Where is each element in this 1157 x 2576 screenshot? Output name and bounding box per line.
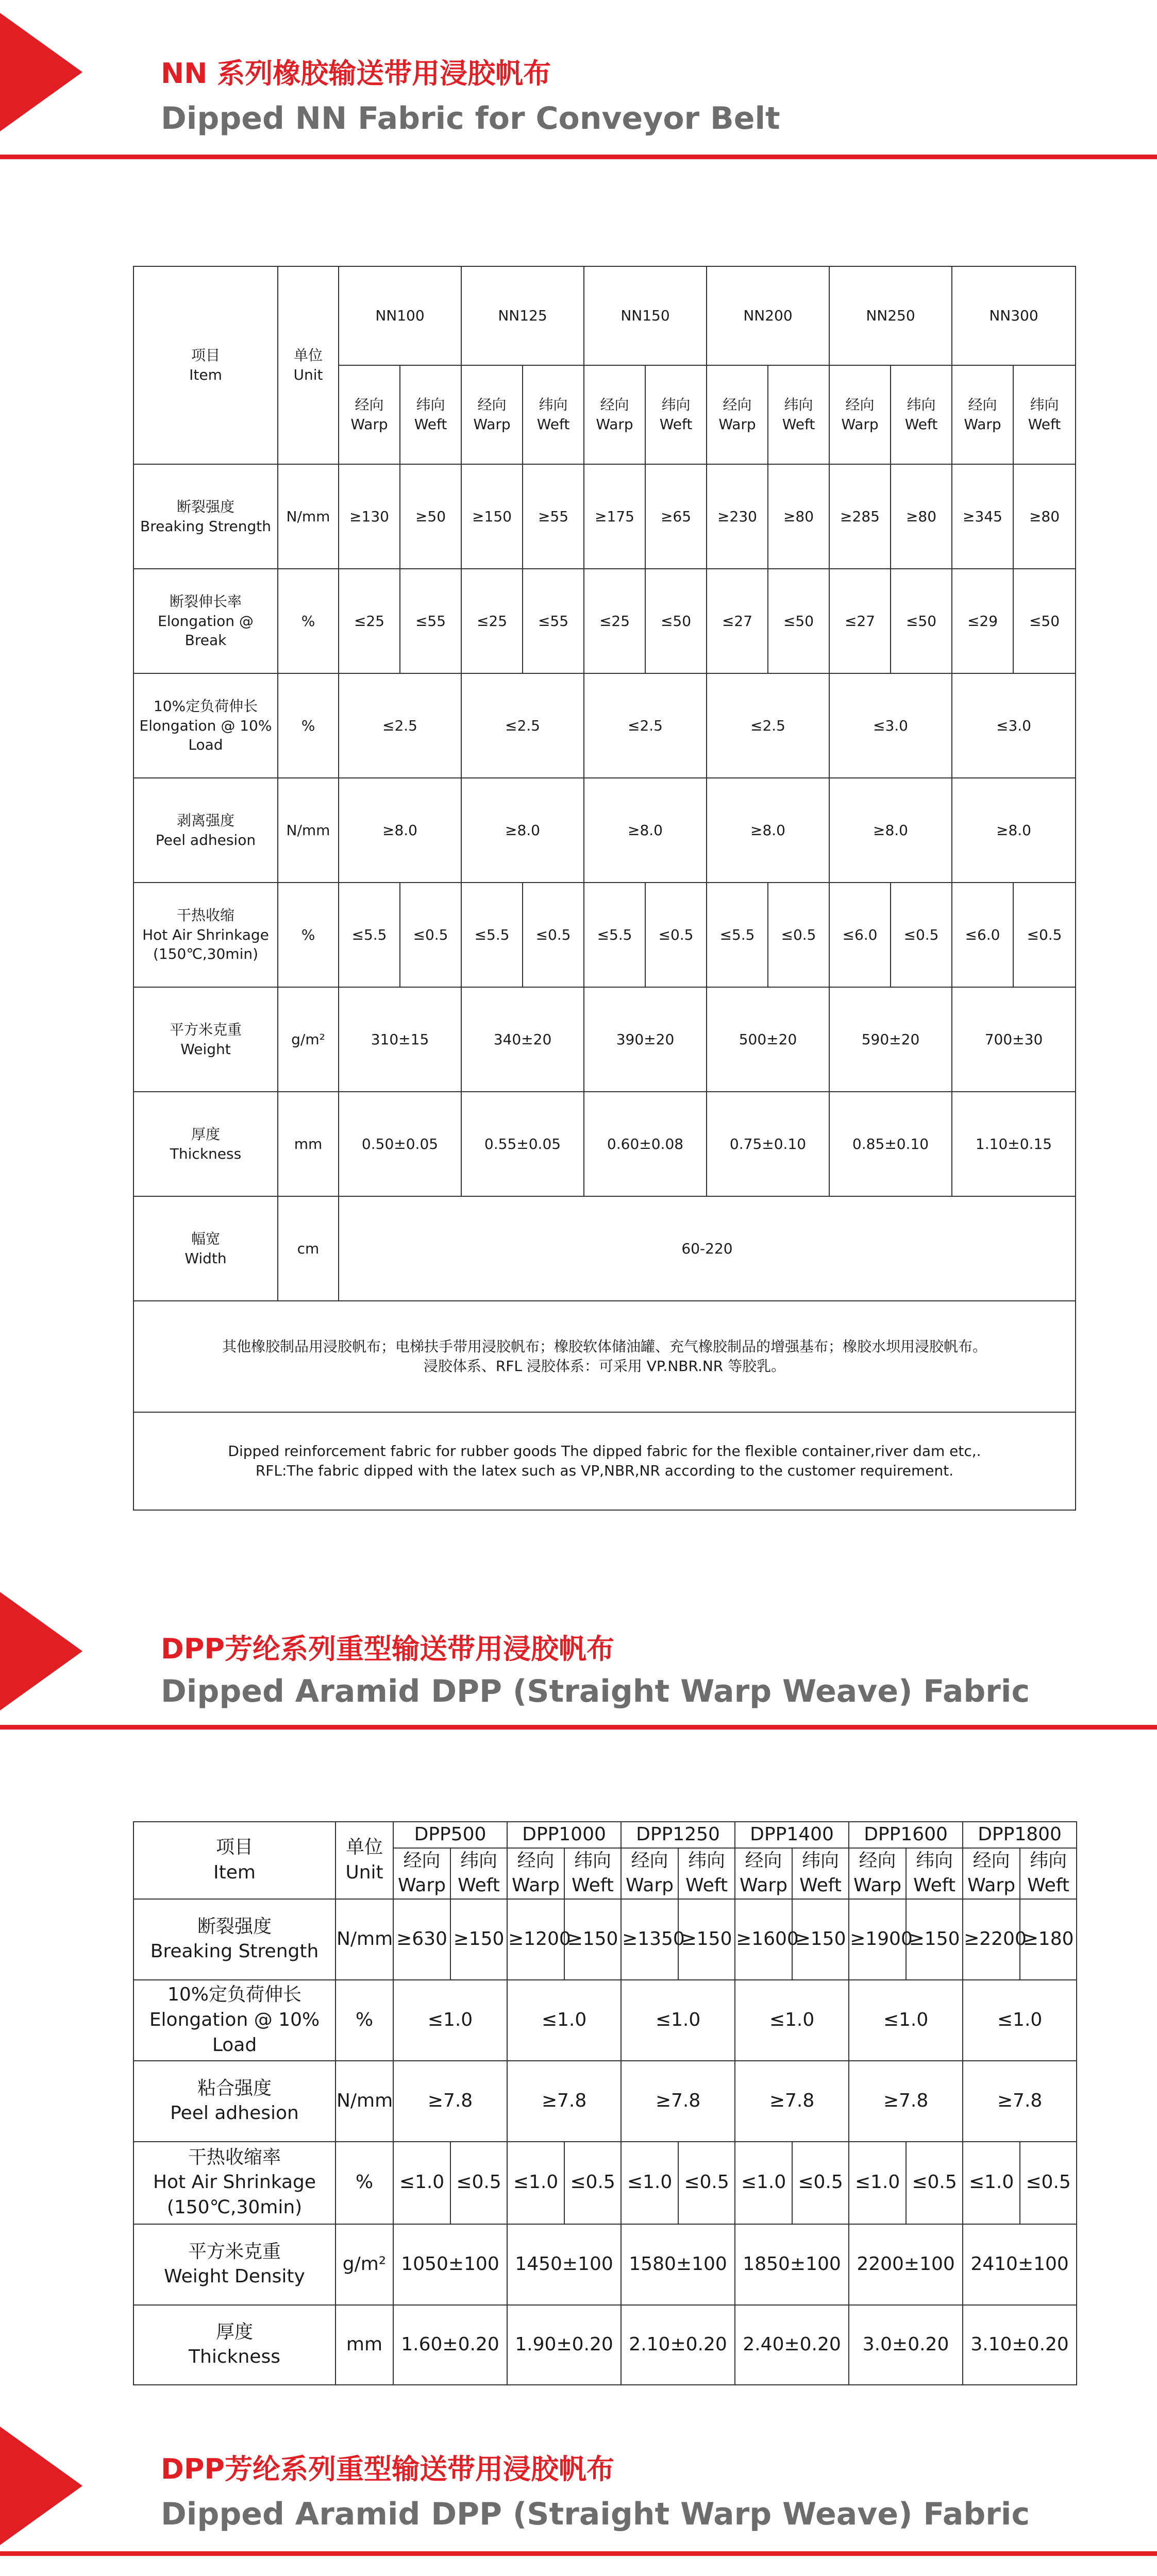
row-label: 10%定负荷伸长 Elongation @ 10% Load — [133, 673, 278, 778]
weft-header: 纬向 Weft — [523, 365, 584, 464]
row-unit: % — [278, 569, 339, 673]
value-cell: 590±20 — [829, 987, 952, 1092]
value-cell: 0.85±0.10 — [829, 1092, 952, 1196]
value-cell: ≥8.0 — [707, 778, 829, 883]
value-cell: 2410±100 — [963, 2224, 1077, 2305]
value-cell: ≤1.0 — [507, 2142, 564, 2224]
model-header: NN300 — [952, 266, 1076, 365]
value-cell: ≥8.0 — [952, 778, 1076, 883]
value-cell: 0.55±0.05 — [461, 1092, 584, 1196]
value-cell: ≤1.0 — [621, 2142, 678, 2224]
weft-header: 纬向 Weft — [1013, 365, 1076, 464]
value-cell: 0.50±0.05 — [339, 1092, 461, 1196]
value-cell: ≥175 — [584, 464, 645, 569]
value-cell: ≥8.0 — [461, 778, 584, 883]
row-label: 10%定负荷伸长 Elongation @ 10% Load — [133, 1980, 336, 2061]
model-header: DPP1400 — [735, 1822, 849, 1848]
value-cell: ≤1.0 — [963, 1980, 1077, 2061]
value-cell: ≥230 — [707, 464, 768, 569]
model-header: NN125 — [461, 266, 584, 365]
section1-title-en: Dipped NN Fabric for Conveyor Belt — [161, 100, 780, 137]
unit-header: 单位 Unit — [278, 266, 339, 464]
value-cell: ≤27 — [829, 569, 891, 673]
model-header: DPP1800 — [963, 1822, 1077, 1848]
model-header: NN200 — [707, 266, 829, 365]
value-cell: ≤1.0 — [849, 1980, 963, 2061]
weft-header: 纬向 Weft — [678, 1848, 735, 1899]
breaking-strength-row — [133, 1899, 1077, 1980]
value-cell: 1850±100 — [735, 2224, 849, 2305]
value-cell: ≤2.5 — [707, 673, 829, 778]
value-cell: ≤2.5 — [339, 673, 461, 778]
value-cell: ≤2.5 — [461, 673, 584, 778]
value-cell: ≥180 — [1020, 1899, 1077, 1980]
value-cell: ≤1.0 — [621, 1980, 735, 2061]
section2-title-cn: DPP芳纶系列重型输送带用浸胶帆布 — [161, 1633, 614, 1665]
value-cell: ≥7.8 — [507, 2061, 621, 2142]
row-unit: % — [336, 1980, 393, 2061]
shrinkage-row — [133, 883, 1076, 987]
value-cell: ≥7.8 — [963, 2061, 1077, 2142]
note-cn: 其他橡胶制品用浸胶帆布；电梯扶手带用浸胶帆布；橡胶软体储油罐、充气橡胶制品的增强基布；橡胶水坝用浸胶帆布。 浸胶体系、RFL 浸胶体系：可采用 VP.NBR.NR 等胶乳。 — [133, 1301, 1076, 1412]
value-cell: 1050±100 — [393, 2224, 507, 2305]
note-en: Dipped reinforcement fabric for rubber goods The dipped fabric for the flexible container,river dam etc,. RFL:The fabric dipped with the latex such as VP,NBR,NR according to the customer requirement. — [133, 1412, 1076, 1510]
value-cell: ≥8.0 — [829, 778, 952, 883]
weft-header: 纬向 Weft — [1020, 1848, 1077, 1899]
note-en-row — [133, 1412, 1076, 1510]
row-label: 平方米克重 Weight Density — [133, 2224, 336, 2305]
value-cell: ≤50 — [645, 569, 707, 673]
warp-header: 经向 Warp — [393, 1848, 450, 1899]
value-cell: ≤0.5 — [678, 2142, 735, 2224]
value-cell: 1580±100 — [621, 2224, 735, 2305]
item-header: 项目 Item — [133, 266, 278, 464]
value-cell: ≤1.0 — [963, 2142, 1020, 2224]
value-cell: ≤6.0 — [952, 883, 1013, 987]
value-cell: 700±30 — [952, 987, 1076, 1092]
thickness-row — [133, 2305, 1077, 2385]
value-cell: 2.40±0.20 — [735, 2305, 849, 2385]
value-cell: ≥150 — [906, 1899, 963, 1980]
value-cell: ≤3.0 — [829, 673, 952, 778]
value-cell: ≤0.5 — [792, 2142, 849, 2224]
value-cell: ≥1600 — [735, 1899, 792, 1980]
section3-title-cn: DPP芳纶系列重型输送带用浸胶帆布 — [161, 2453, 614, 2485]
value-cell: ≥8.0 — [339, 778, 461, 883]
value-cell: ≤1.0 — [735, 1980, 849, 2061]
value-cell: ≥150 — [461, 464, 523, 569]
row-label: 干热收缩率 Hot Air Shrinkage (150℃,30min) — [133, 2142, 336, 2224]
value-cell: 3.10±0.20 — [963, 2305, 1077, 2385]
value-cell: 340±20 — [461, 987, 584, 1092]
weft-header: 纬向 Weft — [450, 1848, 507, 1899]
row-label: 干热收缩 Hot Air Shrinkage (150℃,30min) — [133, 883, 278, 987]
value-cell: ≤0.5 — [564, 2142, 621, 2224]
value-cell: ≤0.5 — [906, 2142, 963, 2224]
value-cell: ≤6.0 — [829, 883, 891, 987]
model-header: DPP500 — [393, 1822, 507, 1848]
warp-header: 经向 Warp — [621, 1848, 678, 1899]
value-cell: ≤0.5 — [645, 883, 707, 987]
value-cell: ≥1200 — [507, 1899, 564, 1980]
value-cell: ≤1.0 — [507, 1980, 621, 2061]
weft-header: 纬向 Weft — [400, 365, 461, 464]
value-cell: 3.0±0.20 — [849, 2305, 963, 2385]
warp-header: 经向 Warp — [829, 365, 891, 464]
elongation-break-row — [133, 569, 1076, 673]
weft-header: 纬向 Weft — [564, 1848, 621, 1899]
weft-header: 纬向 Weft — [645, 365, 707, 464]
peel-adhesion-row — [133, 2061, 1077, 2142]
row-unit: N/mm — [336, 2061, 393, 2142]
value-cell: ≤0.5 — [1013, 883, 1076, 987]
value-cell: ≤25 — [584, 569, 645, 673]
value-cell: ≥55 — [523, 464, 584, 569]
value-cell: 2.10±0.20 — [621, 2305, 735, 2385]
value-cell: ≤1.0 — [735, 2142, 792, 2224]
value-cell: ≤1.0 — [393, 2142, 450, 2224]
section3-title-en: Dipped Aramid DPP (Straight Warp Weave) Fabric — [161, 2496, 1030, 2532]
thickness-row — [133, 1092, 1076, 1196]
width-row — [133, 1196, 1076, 1301]
value-cell: 390±20 — [584, 987, 707, 1092]
value-cell: ≥2200 — [963, 1899, 1020, 1980]
value-cell: ≤0.5 — [400, 883, 461, 987]
value-cell: ≥1900 — [849, 1899, 906, 1980]
weft-header: 纬向 Weft — [906, 1848, 963, 1899]
value-cell: ≥80 — [891, 464, 952, 569]
value-cell: ≤27 — [707, 569, 768, 673]
value-cell: 1.10±0.15 — [952, 1092, 1076, 1196]
row-label: 平方米克重 Weight — [133, 987, 278, 1092]
value-cell: ≥630 — [393, 1899, 450, 1980]
value-cell: 2200±100 — [849, 2224, 963, 2305]
row-unit: g/m² — [336, 2224, 393, 2305]
model-header: DPP1600 — [849, 1822, 963, 1848]
row-label: 断裂伸长率 Elongation @ Break — [133, 569, 278, 673]
row-unit: % — [336, 2142, 393, 2224]
model-header: NN250 — [829, 266, 952, 365]
value-cell: ≥130 — [339, 464, 400, 569]
model-header: NN150 — [584, 266, 707, 365]
value-cell: ≥7.8 — [735, 2061, 849, 2142]
value-cell: ≤0.5 — [768, 883, 829, 987]
section3-divider — [0, 2551, 1157, 2556]
value-cell: 1450±100 — [507, 2224, 621, 2305]
value-cell: 1.90±0.20 — [507, 2305, 621, 2385]
value-cell: 1.60±0.20 — [393, 2305, 507, 2385]
table-header-row — [133, 1822, 1077, 1848]
red-triangle-marker — [0, 1592, 82, 1710]
value-cell: ≥7.8 — [393, 2061, 507, 2142]
value-cell: ≤50 — [768, 569, 829, 673]
value-cell: ≥8.0 — [584, 778, 707, 883]
section1-divider — [0, 155, 1157, 159]
value-cell: ≤0.5 — [450, 2142, 507, 2224]
value-cell: ≤55 — [523, 569, 584, 673]
row-unit: N/mm — [278, 464, 339, 569]
value-cell: ≥7.8 — [849, 2061, 963, 2142]
value-cell: ≥80 — [768, 464, 829, 569]
row-label: 厚度 Thickness — [133, 2305, 336, 2385]
row-unit: % — [278, 673, 339, 778]
value-cell: ≥150 — [678, 1899, 735, 1980]
elongation-10-row — [133, 1980, 1077, 2061]
value-cell: ≥345 — [952, 464, 1013, 569]
weft-header: 纬向 Weft — [891, 365, 952, 464]
value-cell: 310±15 — [339, 987, 461, 1092]
shrinkage-row — [133, 2142, 1077, 2224]
value-cell: ≤29 — [952, 569, 1013, 673]
value-cell: ≥285 — [829, 464, 891, 569]
value-cell: ≥50 — [400, 464, 461, 569]
value-cell: ≤1.0 — [393, 1980, 507, 2061]
section2-title-en: Dipped Aramid DPP (Straight Warp Weave) Fabric — [161, 1673, 1030, 1709]
row-unit: mm — [336, 2305, 393, 2385]
value-cell: ≤0.5 — [1020, 2142, 1077, 2224]
warp-header: 经向 Warp — [707, 365, 768, 464]
warp-header: 经向 Warp — [461, 365, 523, 464]
warp-header: 经向 Warp — [849, 1848, 906, 1899]
value-cell: 0.60±0.08 — [584, 1092, 707, 1196]
value-cell: ≤5.5 — [461, 883, 523, 987]
dpp-spec-table-1 — [133, 1821, 1077, 2385]
value-cell: ≤5.5 — [339, 883, 400, 987]
row-label: 厚度 Thickness — [133, 1092, 278, 1196]
warp-header: 经向 Warp — [584, 365, 645, 464]
model-header: NN100 — [339, 266, 461, 365]
value-cell: ≥1350 — [621, 1899, 678, 1980]
weft-header: 纬向 Weft — [792, 1848, 849, 1899]
value-cell: ≥65 — [645, 464, 707, 569]
value-cell: 60-220 — [339, 1196, 1076, 1301]
model-header: DPP1250 — [621, 1822, 735, 1848]
value-cell: 500±20 — [707, 987, 829, 1092]
warp-header: 经向 Warp — [735, 1848, 792, 1899]
breaking-strength-row — [133, 464, 1076, 569]
value-cell: ≤25 — [339, 569, 400, 673]
unit-header: 单位 Unit — [336, 1822, 393, 1899]
row-label: 粘合强度 Peel adhesion — [133, 2061, 336, 2142]
red-triangle-marker — [0, 2427, 82, 2545]
weight-row — [133, 2224, 1077, 2305]
elongation-10-row — [133, 673, 1076, 778]
value-cell: ≤50 — [1013, 569, 1076, 673]
warp-header: 经向 Warp — [339, 365, 400, 464]
row-unit: cm — [278, 1196, 339, 1301]
red-triangle-marker — [0, 13, 82, 131]
value-cell: ≤5.5 — [584, 883, 645, 987]
value-cell: ≤1.0 — [849, 2142, 906, 2224]
warp-header: 经向 Warp — [963, 1848, 1020, 1899]
table-header-row — [133, 266, 1076, 365]
value-cell: ≤55 — [400, 569, 461, 673]
row-label: 幅宽 Width — [133, 1196, 278, 1301]
value-cell: ≤0.5 — [523, 883, 584, 987]
note-cn-row — [133, 1301, 1076, 1412]
value-cell: ≤50 — [891, 569, 952, 673]
value-cell: ≤0.5 — [891, 883, 952, 987]
row-unit: N/mm — [278, 778, 339, 883]
value-cell: ≥150 — [450, 1899, 507, 1980]
value-cell: ≥150 — [792, 1899, 849, 1980]
value-cell: ≥80 — [1013, 464, 1076, 569]
row-unit: g/m² — [278, 987, 339, 1092]
nn-spec-table — [133, 266, 1076, 1511]
peel-adhesion-row — [133, 778, 1076, 883]
warp-header: 经向 Warp — [507, 1848, 564, 1899]
value-cell: 0.75±0.10 — [707, 1092, 829, 1196]
model-header: DPP1000 — [507, 1822, 621, 1848]
value-cell: ≤3.0 — [952, 673, 1076, 778]
row-unit: % — [278, 883, 339, 987]
value-cell: ≤5.5 — [707, 883, 768, 987]
weft-header: 纬向 Weft — [768, 365, 829, 464]
row-label: 剥离强度 Peel adhesion — [133, 778, 278, 883]
row-unit: mm — [278, 1092, 339, 1196]
weight-row — [133, 987, 1076, 1092]
warp-header: 经向 Warp — [952, 365, 1013, 464]
item-header: 项目 Item — [133, 1822, 336, 1899]
row-label: 断裂强度 Breaking Strength — [133, 464, 278, 569]
row-label: 断裂强度 Breaking Strength — [133, 1899, 336, 1980]
section1-title-cn: NN 系列橡胶输送带用浸胶帆布 — [161, 57, 551, 90]
value-cell: ≥150 — [564, 1899, 621, 1980]
value-cell: ≤2.5 — [584, 673, 707, 778]
row-unit: N/mm — [336, 1899, 393, 1980]
value-cell: ≥7.8 — [621, 2061, 735, 2142]
value-cell: ≤25 — [461, 569, 523, 673]
section2-divider — [0, 1725, 1157, 1730]
